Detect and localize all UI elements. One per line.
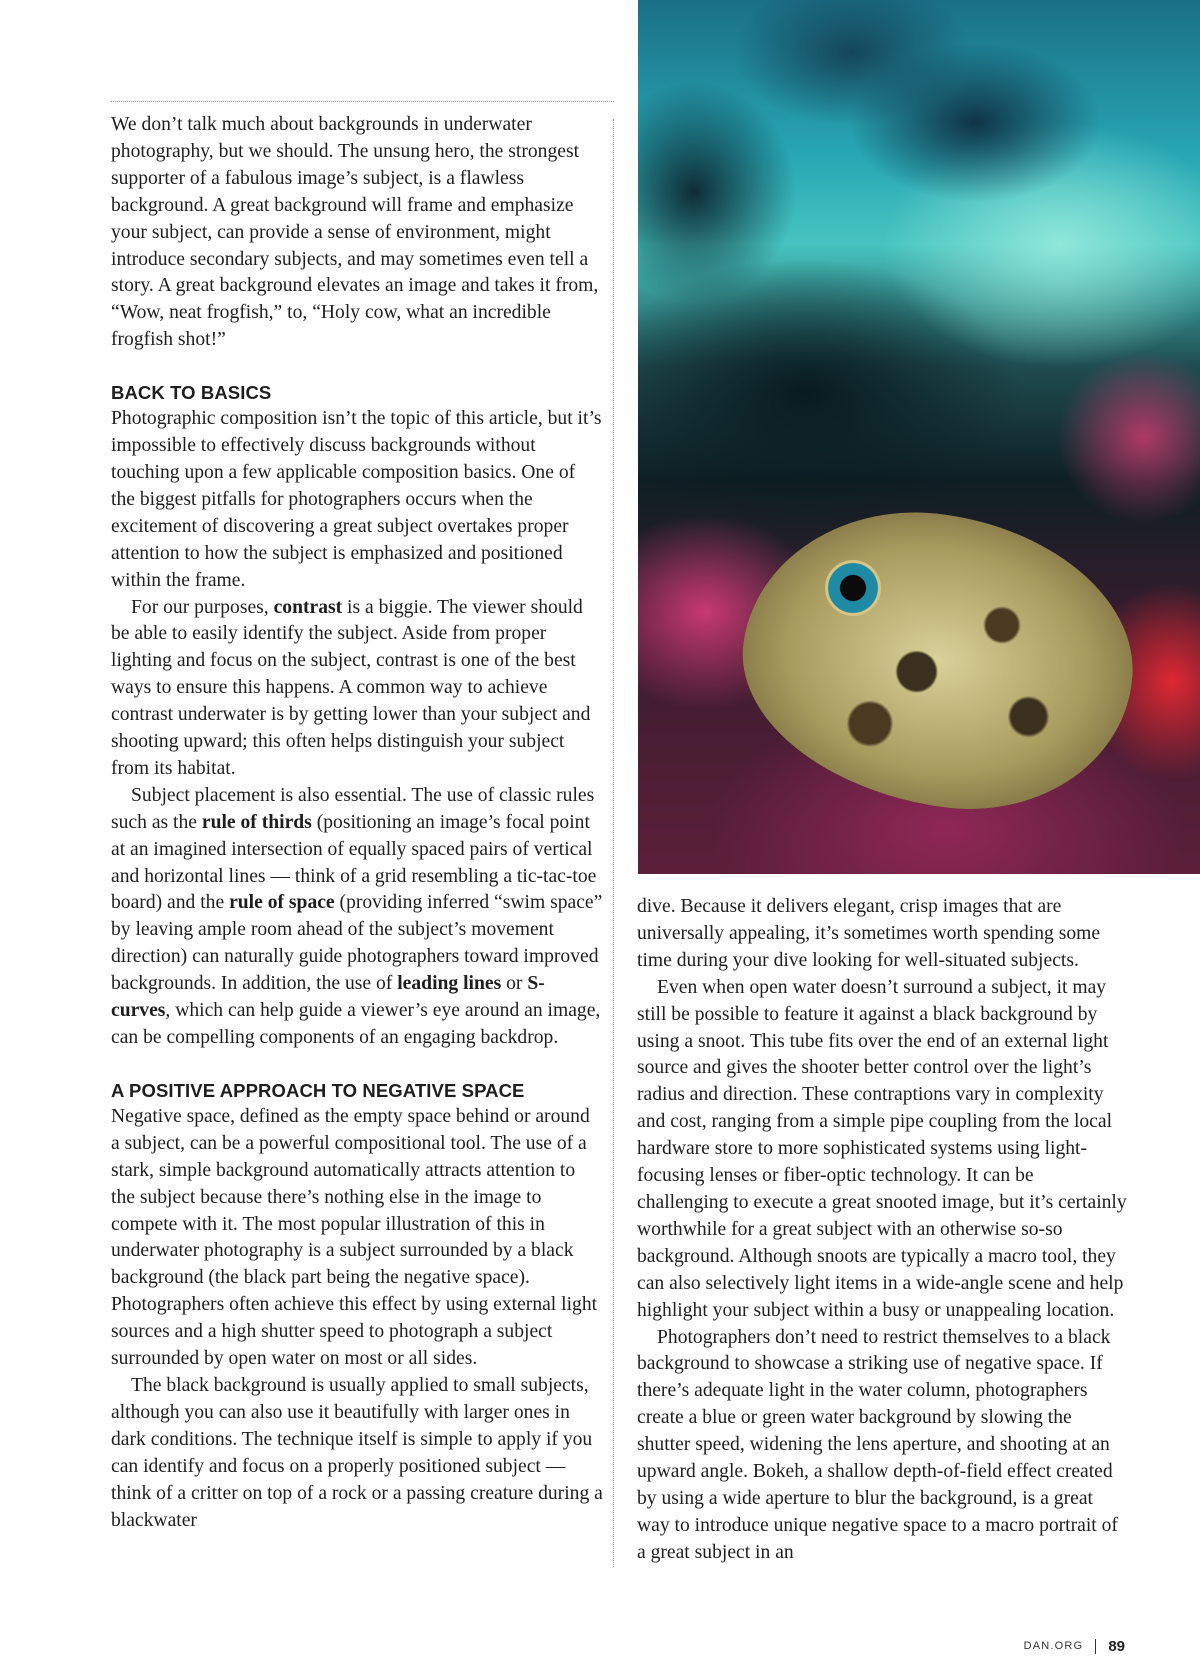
fish-subject	[725, 489, 1152, 830]
term-contrast: contrast	[273, 596, 343, 618]
fish-eye	[825, 560, 881, 616]
right-paragraph-3: Photographers don’t need to restrict themselves to a black background to showcase a striking use of negative space. If there’s adequate light in the water column, photographers create a blue or green water background by slowing the shutter speed, widening the lens aperture, and shooting at an upward angle. Bokeh, a shallow depth-of-field effect created by using a wide aperture to blur the background, is a great way to introduce unique negative space to a macro portrait of a great subject in an	[637, 1326, 1118, 1563]
term-rule-of-thirds: rule of thirds	[201, 811, 312, 833]
top-dotted-rule	[111, 101, 614, 102]
footer-separator	[1095, 1639, 1096, 1654]
negative-space-paragraph-1: Negative space, defined as the empty space behind or around a subject, can be a powerful compositional tool. The use of a stark, simple background automatically attracts attention to the subject because there’s nothing else in the image to compete with it. The most popular illustration of this in underwater photography is a subject surrounded by a black background (the black part being the negative space). Photographers often achieve this effect by using external light sources and a high shutter speed to photograph a subject surrounded by open water on most or all sides.	[111, 1105, 598, 1370]
basics-paragraph-2: For our purposes, contrast is a biggie. The viewer should be able to easily identify the subject. Aside from proper lighting and focus on the subject, contrast is one of the best ways to ensure this happens. A common way to achieve contrast underwater is by getting lower than your subject and shooting upward; this often helps distinguish your subject from its habitat.	[111, 596, 591, 779]
intro-paragraph: We don’t talk much about backgrounds in underwater photography, but we should. The unsung hero, the strongest supporter of a fabulous image’s subject, is a flawless background. A great background will frame and emphasize your subject, can provide a sense of environment, might introduce secondary subjects, and may sometimes even tell a story. A great background elevates an image and takes it from, “Wow, neat frogfish,” to, “Holy cow, what an incredible frogfish shot!”	[111, 114, 599, 351]
underwater-photo-lingcod	[638, 0, 1200, 874]
heading-back-to-basics: BACK TO BASICS	[111, 382, 272, 404]
right-text-column	[637, 894, 1129, 1567]
right-paragraph-1: dive. Because it delivers elegant, crisp images that are universally appealing, it’s sometimes worth spending some time during your dive looking for well-situated subjects.	[637, 896, 1101, 971]
basics-paragraph-1: Photographic composition isn’t the topic of this article, but it’s impossible to effectively discuss backgrounds without touching upon a few applicable composition basics. One of the biggest pitfalls for photographers occurs when the excitement of discovering a great subject overtakes proper attention to how the subject is emphasized and positioned within the frame.	[111, 408, 602, 591]
negative-space-paragraph-2: The black background is usually applied to small subjects, although you can also use it beautifully with larger ones in dark conditions. The technique itself is simple to apply if you can identify and focus on a properly positioned subject — think of a critter on top of a rock or a passing creature during a blackwater	[111, 1374, 603, 1531]
term-leading-lines: leading lines	[397, 973, 502, 995]
left-text-column	[111, 112, 603, 1534]
term-rule-of-space: rule of space	[229, 892, 335, 914]
right-paragraph-2: Even when open water doesn’t surround a subject, it may still be possible to feature it against a black background by using a snoot. This tube fits over the end of an external light source and gives the shooter better control over the light’s radius and direction. These contraptions vary in complexity and cost, ranging from a simple pipe coupling from the local hardware store to more sophisticated systems using light-focusing lenses or fiber-optic technology. It can be challenging to execute a great snooted image, but it’s certainly worthwhile for a great subject with an otherwise so-so background. Although snoots are typically a macro tool, they can also selectively light items in a wide-angle scene and help highlight your subject within a busy or unappealing location.	[637, 976, 1127, 1321]
basics-paragraph-3: Subject placement is also essential. The use of classic rules such as the rule of thirds (positioning an image’s focal point at an imagined intersection of equally spaced pairs of vertical and horizontal lines — think of a grid resembling a tic-tac-toe board) and the rule of space (providing inferred “swim space” by leaving ample room ahead of the subject’s movement direction) can naturally guide photographers toward improved backgrounds. In addition, the use of leading lines or S-curves, which can help guide a viewer’s eye around an image, can be compelling components of an engaging backdrop.	[111, 784, 603, 1048]
page-footer	[1010, 1637, 1125, 1655]
column-divider	[613, 119, 614, 1567]
site-label: DAN.ORG	[1023, 1640, 1084, 1652]
heading-negative-space: A POSITIVE APPROACH TO NEGATIVE SPACE	[111, 1079, 525, 1101]
term-s-curves: S-curves	[111, 973, 545, 1022]
page-number: 89	[1108, 1637, 1125, 1655]
